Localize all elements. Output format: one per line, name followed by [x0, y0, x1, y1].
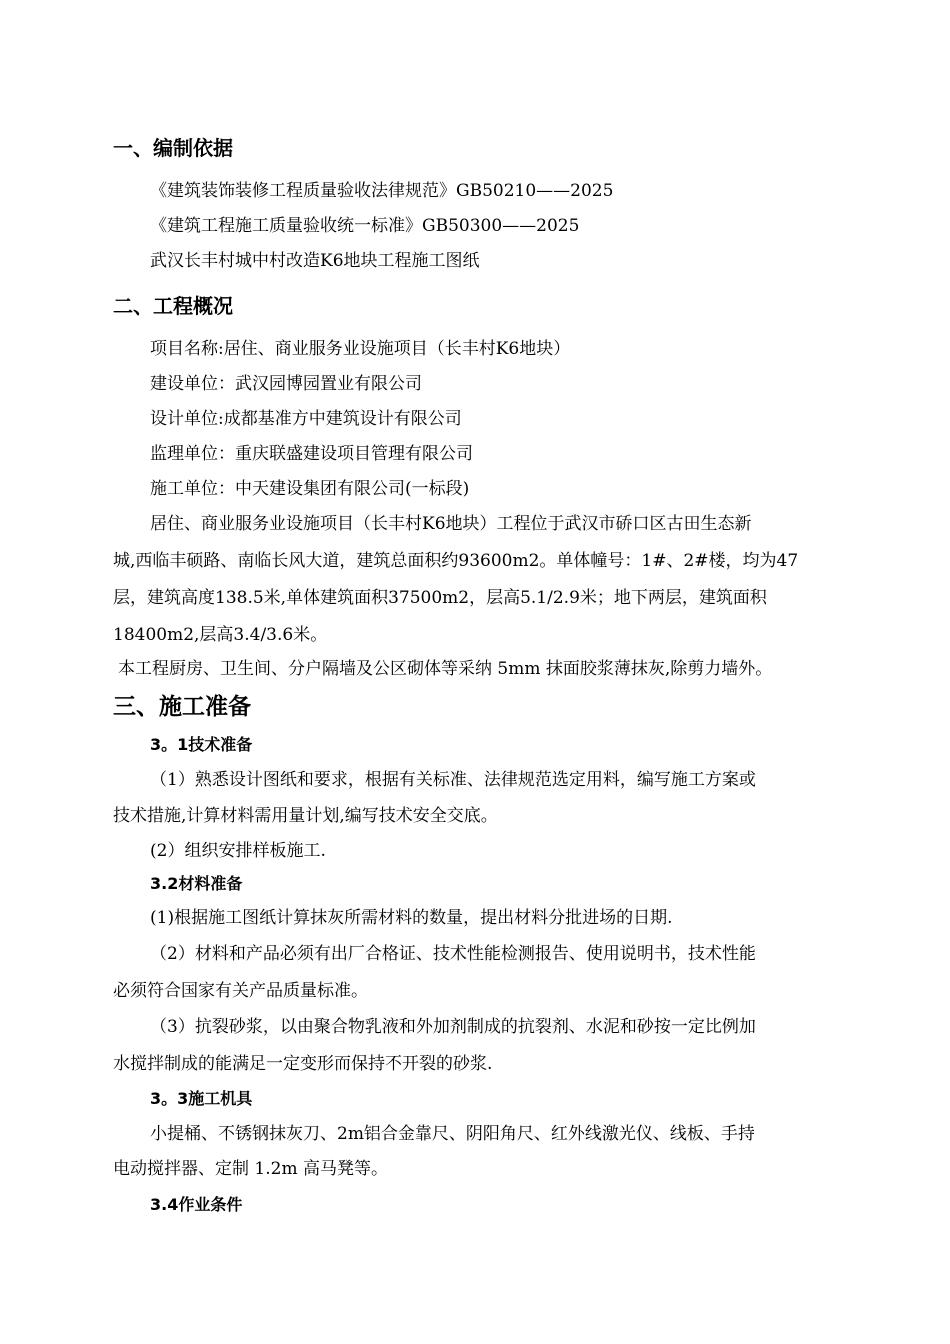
supervision-unit: 监理单位：重庆联盛建设项目管理有限公司 — [150, 444, 473, 464]
paragraph-line: 电动搅拌器、定制 1.2m 高马凳等。 — [113, 1159, 388, 1179]
owner-unit: 建设单位：武汉园博园置业有限公司 — [150, 374, 422, 394]
design-unit: 设计单位:成都基准方中建筑设计有限公司 — [150, 409, 462, 429]
project-name: 项目名称:居住、商业服务业设施项目（长丰村K6地块） — [150, 339, 571, 359]
subsection-title: 3。1技术准备 — [150, 735, 253, 754]
subsection-title: 3.2材料准备 — [150, 874, 243, 893]
subsection-title: 3。3施工机具 — [150, 1089, 253, 1108]
paragraph-line: (2）组织安排样板施工. — [150, 841, 326, 861]
overview-line: 居住、商业服务业设施项目（长丰村K6地块）工程位于武汉市硚口区古田生态新 — [150, 514, 752, 534]
paragraph-line: （1）熟悉设计图纸和要求，根据有关标准、法律规范选定用料，编写施工方案或 — [150, 770, 756, 790]
paragraph-line: 必须符合国家有关产品质量标准。 — [113, 981, 368, 1001]
paragraph-line: 水搅拌制成的能满足一定变形而保持不开裂的砂浆. — [113, 1054, 493, 1074]
paragraph-line: 小提桶、不锈钢抹灰刀、2m铝合金靠尺、阴阳角尺、红外线激光仪、线板、手持 — [150, 1124, 755, 1144]
subsection-title: 3.4作业条件 — [150, 1195, 243, 1214]
overview-line: 18400m2,层高3.4/3.6米。 — [113, 625, 328, 645]
paragraph-line: (1)根据施工图纸计算抹灰所需材料的数量，提出材料分批进场的日期. — [150, 908, 673, 928]
paragraph-line: （2）材料和产品必须有出厂合格证、技术性能检测报告、使用说明书，技术性能 — [150, 944, 756, 964]
paragraph-line: （3）抗裂砂浆，以由聚合物乳液和外加剂制成的抗裂剂、水泥和砂按一定比例加 — [150, 1017, 756, 1037]
section2-heading: 二、工程概况 — [113, 294, 233, 318]
reference-item: 《建筑装饰装修工程质量验收法律规范》GB50210——2025 — [150, 181, 614, 201]
section3-heading: 三、施工准备 — [113, 694, 251, 720]
plaster-note: 本工程厨房、卫生间、分户隔墙及公区砌体等采纳 5mm 抹面胶浆薄抹灰,除剪力墙外。 — [118, 659, 773, 679]
paragraph-line: 技术措施,计算材料需用量计划,编写技术安全交底。 — [113, 806, 498, 826]
reference-item: 《建筑工程施工质量验收统一标准》GB50300——2025 — [150, 216, 580, 236]
construction-unit: 施工单位：中天建设集团有限公司(一标段) — [150, 479, 470, 499]
overview-line: 层，建筑高度138.5米,单体建筑面积37500m2，层高5.1/2.9米；地下两层，建筑面积 — [113, 588, 767, 608]
reference-item: 武汉长丰村城中村改造K6地块工程施工图纸 — [150, 251, 480, 271]
section1-heading: 一、编制依据 — [113, 136, 233, 160]
overview-line: 城,西临丰硕路、南临长风大道，建筑总面积约93600m2。单体幢号：1#、2#楼，均为47 — [113, 551, 799, 571]
